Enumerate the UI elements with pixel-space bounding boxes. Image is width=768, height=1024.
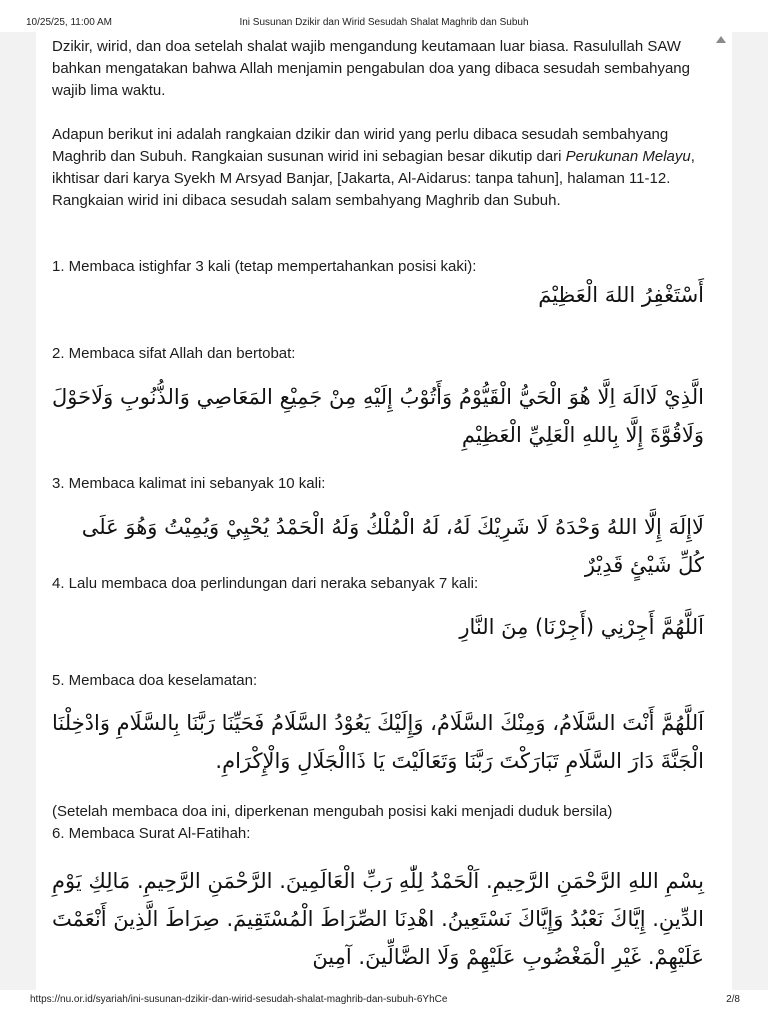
print-datetime: 10/25/25, 11:00 AM (26, 17, 112, 28)
print-page-title: Ini Susunan Dzikir dan Wirid Sesudah Shalat Maghrib dan Subuh (239, 17, 529, 28)
source-paragraph (52, 124, 716, 212)
print-page-number: 2/8 (726, 994, 740, 1005)
print-header (0, 0, 768, 32)
step-5-heading: 5. Membaca doa keselamatan: (52, 672, 258, 689)
article-source-block (52, 124, 716, 212)
arabic-doa-keselamatan: اَللَّهُمَّ أَنْتَ السَّلَامُ، وَمِنْكَ السَّلَامُ، وَإِلَيْكَ يَعُوْدُ السَّلَامُ فَحَيِّنَا رَبَّنَا بِالسَّلَامِ وَادْخِلْنَا الْجَنَّةَ دَارَ السَّلَامِ تَبَارَكْتَ رَبَّنَا وَتَعَالَيْتَ يَا ذَاالْجَلَالِ وَالْإِكْرَامِ. (52, 711, 704, 773)
step-4-heading: 4. Lalu membaca doa perlindungan dari neraka sebanyak 7 kali: (52, 575, 479, 592)
source-text-before: Adapun berikut ini adalah rangkaian dzikir dan wirid yang perlu dibaca sesudah sembahyang Maghrib dan Subuh. Rangkaian susunan wirid ini sebagian besar dikutip dari (52, 126, 669, 165)
intro-paragraph: Dzikir, wirid, dan doa setelah shalat wajib mengandung keutamaan luar biasa. Rasulullah SAW bahkan mengatakan bahwa Allah menjamin pengabulan doa yang dibaca sesudah sembahyang wajib lima waktu. (52, 38, 690, 99)
step-2-heading: 2. Membaca sifat Allah dan bertobat: (52, 345, 296, 362)
article-intro-block (52, 36, 716, 102)
arabic-istighfar: أَسْتَغْفِرُ اللهَ الْعَظِيْمَ (538, 283, 704, 307)
step-6-heading: 6. Membaca Surat Al-Fatihah: (52, 825, 251, 842)
step-1-heading: 1. Membaca istighfar 3 kali (tetap mempertahankan posisi kaki): (52, 258, 477, 275)
step-3-heading: 3. Membaca kalimat ini sebanyak 10 kali: (52, 475, 326, 492)
arabic-doa-perlindungan: اَللَّهُمَّ أَجِرْنِي (أَجِرْنَا) مِنَ النَّارِ (459, 615, 704, 639)
arabic-al-fatihah: بِسْمِ اللهِ الرَّحْمَنِ الرَّحِيمِ. اَلْحَمْدُ لِلّٰهِ رَبِّ الْعَالَمِينَ. الرَّحْمَنِ الرَّحِيمِ. مَالِكِ يَوْمِ الدِّينِ. إِيَّاكَ نَعْبُدُ وَإِيَّاكَ نَسْتَعِينُ. اهْدِنَا الصِّرَاطَ الْمُسْتَقِيمَ. صِرَاطَ الَّذِينَ أَنْعَمْتَ عَلَيْهِمْ. غَيْرِ الْمَغْضُوبِ عَلَيْهِمْ وَلَا الضَّالِّينَ. آمِينَ (52, 869, 704, 969)
sitting-note: (Setelah membaca doa ini, diperkenan mengubah posisi kaki menjadi duduk bersila) (52, 803, 613, 820)
arabic-tahlil: لَاإِلَهَ إِلَّا اللهُ وَحْدَهُ لَا شَرِيْكَ لَهُ، لَهُ الْمُلْكُ وَلَهُ الْحَمْدُ يُحْيِيْ وَيُمِيْتُ وَهُوَ عَلَى كُلِّ شَيْئٍ قَدِيْرٌ (81, 515, 704, 577)
article-page (36, 32, 732, 990)
print-footer (0, 990, 768, 1024)
source-book-title: Perukunan Melayu (565, 148, 691, 165)
print-url: https://nu.or.id/syariah/ini-susunan-dzikir-dan-wirid-sesudah-shalat-maghrib-dan-subuh-6YhCe (30, 994, 448, 1005)
source-text-after: , ikhtisar dari karya Syekh M Arsyad Banjar, [Jakarta, Al-Aidarus: tanpa tahun], halaman 11-12. Rangkaian wirid ini dibaca sesudah salam sembahyang Maghrib dan Subuh. (52, 148, 695, 209)
scroll-up-icon[interactable] (716, 36, 726, 43)
arabic-sifat-allah: الَّذِيْ لَاالَهَ اِلَّا هُوَ الْحَيُّ الْقَيُّوْمُ وَأَتُوْبُ إِلَيْهِ مِنْ جَمِيْعِ المَعَاصِي وَالذُّنُوبِ وَلَاحَوْلَ وَلَاقُوَّةَ إِلَّا بِاللهِ الْعَلِيِّ الْعَظِيْمِ (52, 385, 704, 447)
